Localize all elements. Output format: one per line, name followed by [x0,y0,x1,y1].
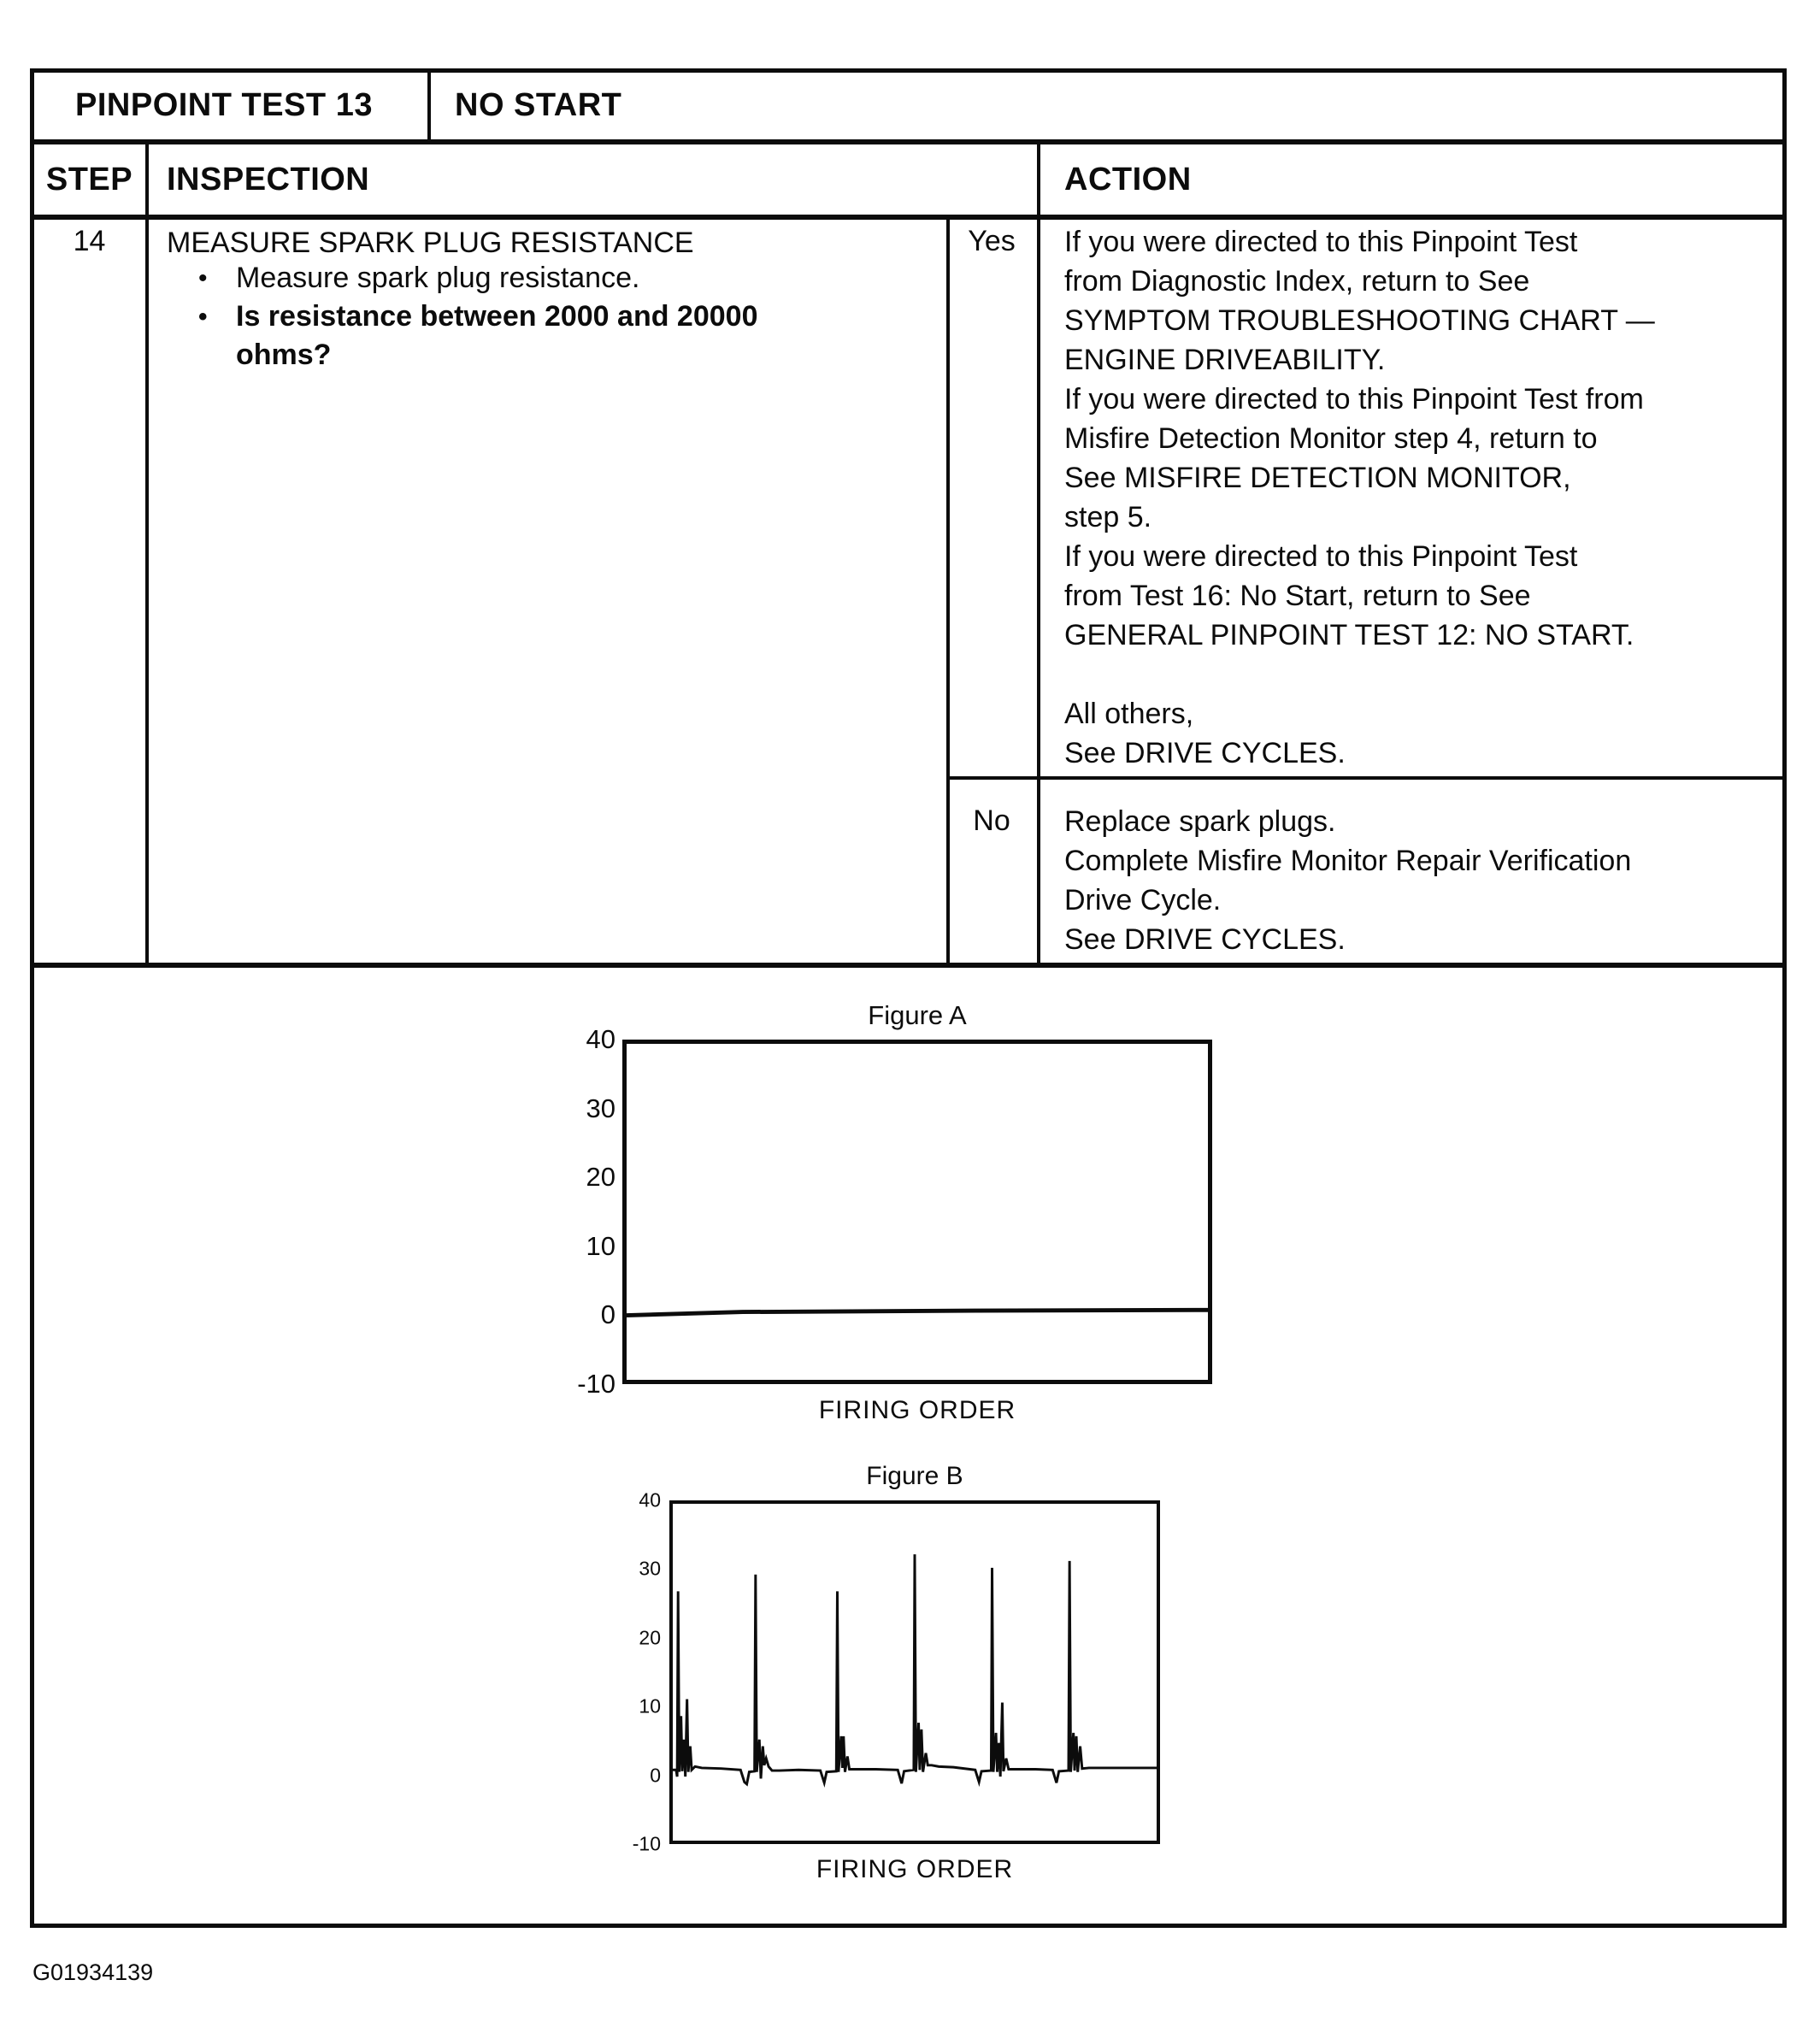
action-text-line: If you were directed to this Pinpoint Test [1064,226,1578,258]
column-header-action: ACTION [1064,161,1192,197]
action-text-line: See DRIVE CYCLES. [1064,923,1346,956]
inspection-bullet-item [198,259,848,298]
action-text-line: All others, [1064,698,1194,730]
y-axis-tick-label: -10 [632,1832,661,1855]
figure-b-y-axis [570,1488,661,1855]
y-axis-tick-label: 20 [586,1162,616,1193]
figure-b-title: Figure B [866,1462,963,1490]
table-border-bottom [30,1924,1787,1928]
title-row-divider [427,68,431,144]
action-yes-text [1064,222,1784,773]
action-text-line: If you were directed to this Pinpoint Test [1064,540,1578,573]
answer-yes-label: Yes [968,225,1016,257]
action-text-line: Drive Cycle. [1064,884,1222,916]
waveform-trace [673,1554,1157,1784]
action-text-line: Misfire Detection Monitor step 4, return to [1064,422,1598,455]
action-text-line: GENERAL PINPOINT TEST 12: NO START. [1064,619,1634,651]
y-axis-tick-label: 0 [650,1764,661,1787]
inspection-bullet-item [198,298,848,374]
action-text-line: ENGINE DRIVEABILITY. [1064,344,1386,376]
y-axis-tick-label: 0 [600,1299,616,1330]
y-axis-tick-label: 30 [639,1557,661,1580]
action-text-line: Complete Misfire Monitor Repair Verification [1064,845,1632,877]
inspection-bullet-text: Measure spark plug resistance. [236,262,640,294]
table-border-left [30,68,34,1928]
y-axis-tick-label: 20 [639,1626,661,1649]
figure-b-plot [669,1500,1160,1844]
figure-a-x-axis-label: FIRING ORDER [818,1396,1016,1424]
inspection-title: MEASURE SPARK PLUG RESISTANCE [167,227,694,259]
step-column-divider [145,139,149,968]
action-text-line: See DRIVE CYCLES. [1064,737,1346,769]
figure-a-y-axis [515,1024,616,1399]
y-axis-tick-label: 40 [639,1488,661,1511]
action-text-line: step 5. [1064,501,1152,533]
table-divider-header-row [30,215,1787,220]
action-text-line: from Test 16: No Start, return to See [1064,580,1531,612]
pinpoint-test-name: NO START [455,86,622,123]
pinpoint-test-label: PINPOINT TEST 13 [75,86,373,123]
y-axis-tick-label: 40 [586,1024,616,1054]
figure-id: G01934139 [32,1959,154,1985]
bullet-icon: • [198,264,208,292]
y-axis-tick-label: -10 [577,1369,616,1399]
action-text-line: SYMPTOM TROUBLESHOOTING CHART — [1064,304,1655,337]
y-axis-tick-label: 30 [586,1093,616,1123]
action-text-line: See MISFIRE DETECTION MONITOR, [1064,462,1571,494]
table-divider-body-figures [30,963,1787,968]
action-no-text [1064,802,1784,959]
action-column-divider [1037,139,1040,968]
action-text-line [1064,655,1784,694]
figure-a-plot [622,1040,1212,1384]
waveform-trace [627,1310,1208,1315]
answer-column-divider [946,215,950,968]
column-header-step: STEP [45,161,133,197]
figure-a-title: Figure A [868,1000,967,1030]
answer-no-label: No [973,804,1010,837]
column-header-inspection: INSPECTION [167,161,370,197]
bullet-icon: • [198,303,208,331]
y-axis-tick-label: 10 [586,1230,616,1261]
y-axis-tick-label: 10 [639,1694,661,1718]
figure-b-x-axis-label: FIRING ORDER [816,1855,1014,1883]
inspection-bullet-text: Is resistance between 2000 and 20000 ohms? [236,300,758,371]
action-text-line: Replace spark plugs. [1064,805,1336,838]
table-divider-yes-no [946,776,1787,780]
inspection-bullets [198,259,848,374]
action-text-line: If you were directed to this Pinpoint Test from [1064,383,1644,415]
action-text-line: from Diagnostic Index, return to See [1064,265,1530,298]
step-number: 14 [73,225,106,257]
